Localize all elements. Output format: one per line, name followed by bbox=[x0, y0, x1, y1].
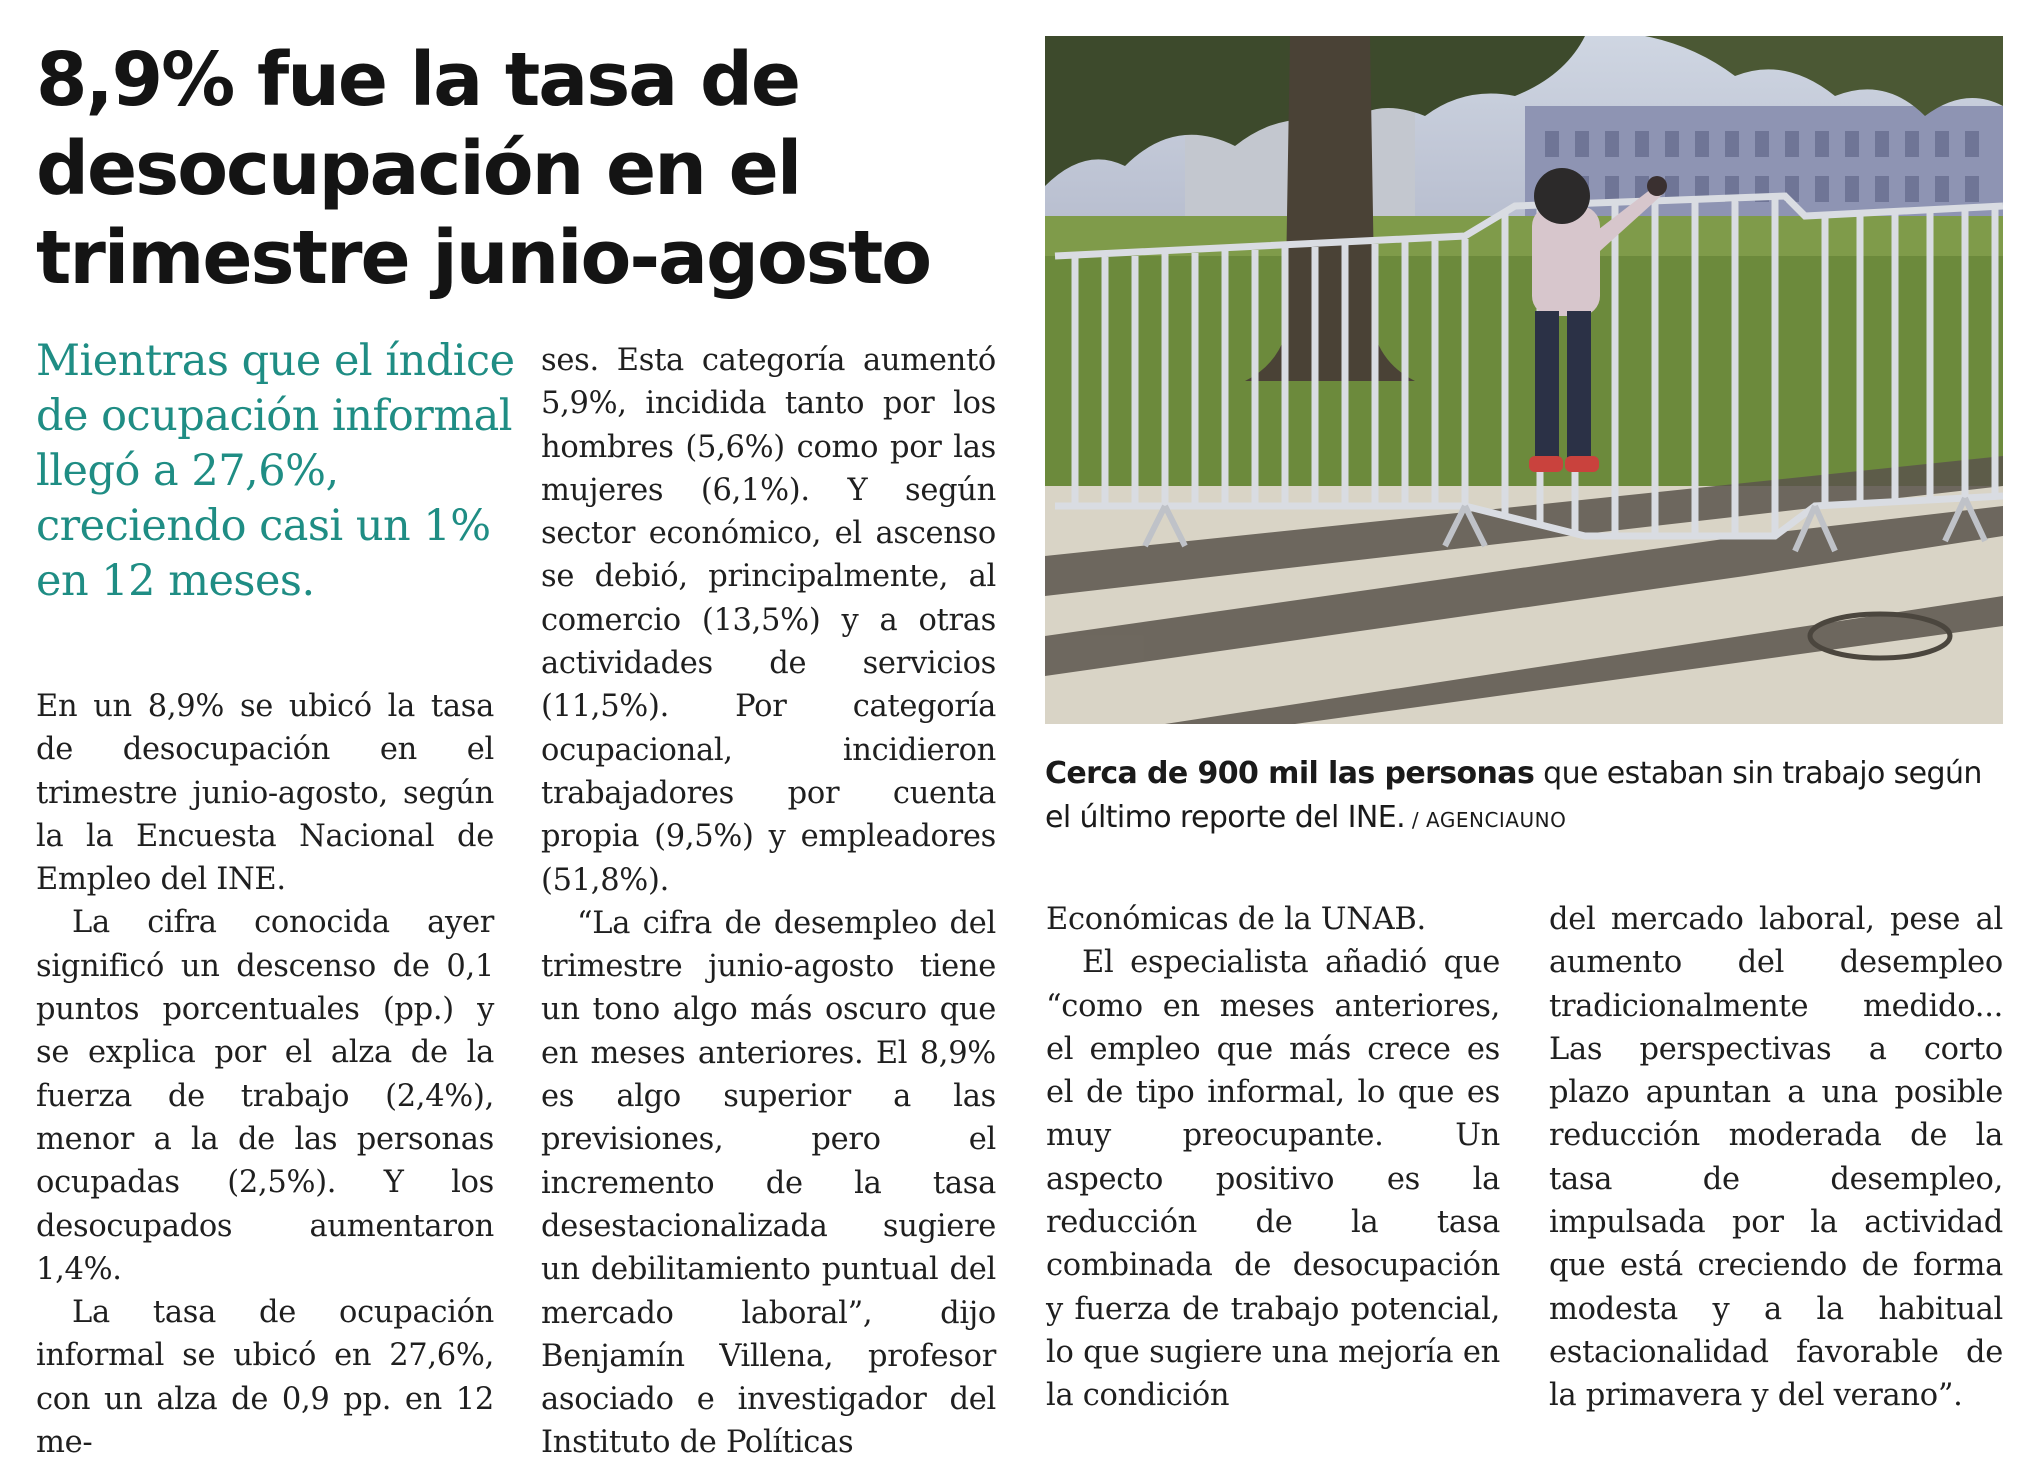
paragraph: La cifra conocida ayer significó un descenso de 0,1 puntos porcentuales (pp.) y se explica por el alza de la fuerza de trabajo (2,4%), menor a la de las personas ocupadas (2,5%). Y los desocupados aumentaron 1,4%. bbox=[36, 905, 494, 1287]
paragraph: Económicas de la UNAB. bbox=[1046, 902, 1426, 937]
paragraph: del mercado laboral, pese al aumento del desempleo tradicionalmente medido... Las perspectivas a corto plazo apuntan a una posible reducción moderada de la tasa de desempleo, impulsada por la actividad que está creciendo de forma modesta y a la habitual estacionalidad favorable de la primavera y del verano”. bbox=[1549, 902, 2003, 1414]
paragraph: La tasa de ocupación informal se ubicó en 27,6%, con un alza de 0,9 pp. en 12 me- bbox=[36, 1295, 494, 1461]
article-column-1 bbox=[36, 685, 494, 1464]
photo-caption bbox=[1045, 752, 2003, 842]
paragraph: En un 8,9% se ubicó la tasa de desocupación en el trimestre junio-agosto, según la la Encuesta Nacional de Empleo del INE. bbox=[36, 689, 494, 898]
paragraph: El especialista añadió que “como en meses anteriores, el empleo que más crece es el de tipo informal, lo que es muy preocupante. Un aspecto positivo es la reducción de la tasa combinada de desocupación y fuerza de trabajo potencial, lo que sugiere una mejoría en la condición bbox=[1046, 945, 1500, 1414]
photo-illustration bbox=[1045, 36, 2003, 724]
caption-text: que estaban sin trabajo según el último reporte del INE. bbox=[1045, 756, 1982, 835]
news-photo bbox=[1045, 36, 2003, 724]
deck-subtitle: Mientras que el índice de ocupación informal llegó a 27,6%, creciendo casi un 1% en 12 meses. bbox=[36, 336, 515, 606]
article-column-2 bbox=[541, 339, 996, 1465]
paragraph: “La cifra de desempleo del trimestre junio-agosto tiene un tono algo más oscuro que en meses anteriores. El 8,9% es algo superior a las previsiones, pero el incremento de la tasa desestacionalizada sugiere un debilitamiento puntual del mercado laboral”, dijo Benjamín Villena, profesor asociado e investigador del Instituto de Políticas bbox=[541, 905, 996, 1461]
paragraph: ses. Esta categoría aumentó 5,9%, incidida tanto por los hombres (5,6%) como por las mujeres (6,1%). Y según sector económico, el ascenso se debió, principalmente, al comercio (13,5%) y a otras actividades de servicios (11,5%). Por categoría ocupacional, incidieron trabajadores por cuenta propia (9,5%) y empleadores (51,8%). bbox=[541, 343, 996, 898]
headline: 8,9% fue la tasa de desocupación en el trimestre junio-agosto bbox=[36, 37, 931, 301]
article-column-4 bbox=[1549, 898, 2003, 1418]
photo-credit: / AGENCIAUNO bbox=[1405, 808, 1567, 832]
article-column-3 bbox=[1046, 898, 1500, 1418]
caption-lead: Cerca de 900 mil las personas bbox=[1045, 756, 1535, 791]
